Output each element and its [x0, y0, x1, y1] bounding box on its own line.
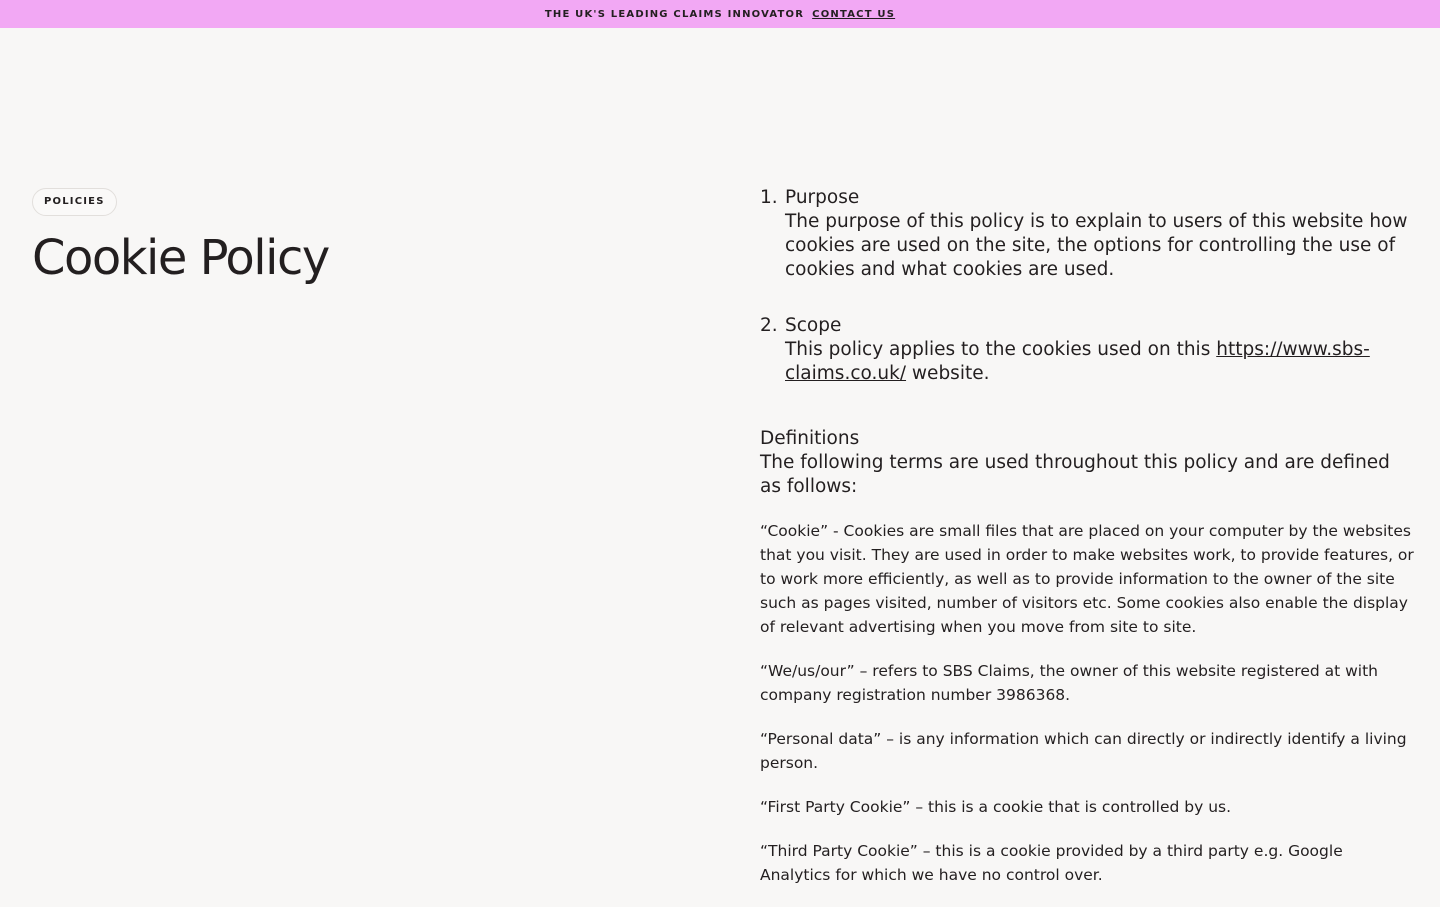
section-number: 1. [760, 187, 778, 208]
section-body [785, 338, 1415, 386]
policy-sections [760, 186, 1415, 386]
announcement-bar [0, 0, 1440, 28]
section-heading: Purpose [785, 187, 860, 208]
policy-content [760, 186, 1415, 907]
definition-item: “First Party Cookie” – this is a cookie that is controlled by us. [760, 798, 1232, 816]
definition-item: “We/us/our” – refers to SBS Claims, the owner of this website registered at with company registration number 3986368. [760, 662, 1379, 704]
category-badge: POLICIES [32, 188, 117, 216]
definition-item: “Personal data” – is any information which can directly or indirectly identify a living person. [760, 730, 1407, 772]
section-body: The purpose of this policy is to explain to users of this website how cookies are used on the site, the options for controlling the use of cookies and what cookies are used. [785, 211, 1408, 280]
site-url-link[interactable]: https://www.sbs-claims.co.uk/ [785, 339, 1370, 384]
page-header [32, 188, 329, 285]
scope-text-before: This policy applies to the cookies used on this [785, 339, 1217, 360]
announcement-tagline: THE UK'S LEADING CLAIMS INNOVATOR [544, 8, 805, 20]
section-purpose [760, 186, 1415, 282]
definitions-heading: Definitions [760, 428, 860, 449]
section-heading: Scope [785, 315, 842, 336]
scope-text-after: website. [906, 363, 990, 384]
definition-item: “Cookie” - Cookies are small files that are placed on your computer by the websites that you visit. They are used in order to make websites work, to provide features, or to work more efficiently, as well as to provide information to the owner of the site such as pages visited, number of visitors etc. Some cookies also enable the display of relevant advertising when you move from site to site. [760, 522, 1414, 636]
contact-us-link[interactable]: CONTACT US [812, 8, 896, 20]
definitions-section [760, 427, 1415, 499]
section-scope [760, 314, 1415, 386]
definitions-intro: The following terms are used throughout this policy and are defined as follows: [760, 452, 1390, 497]
section-number: 2. [760, 315, 778, 336]
definitions-list [760, 519, 1415, 887]
page-title: Cookie Policy [32, 230, 329, 286]
definition-item: “Third Party Cookie” – this is a cookie provided by a third party e.g. Google Analytics for which we have no control over. [760, 842, 1343, 884]
